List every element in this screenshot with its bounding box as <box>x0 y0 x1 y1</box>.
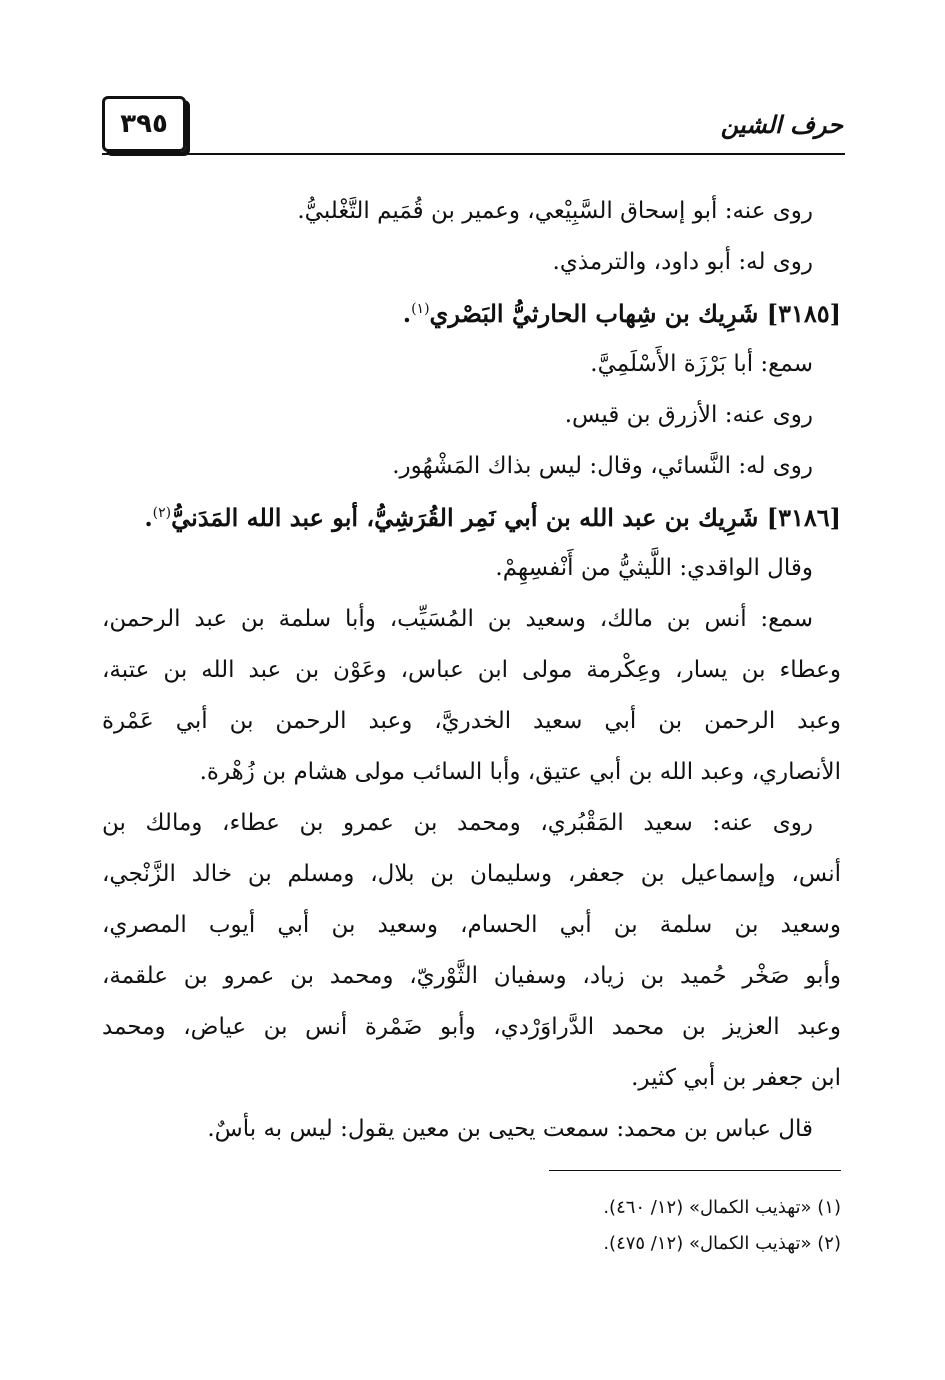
footnote-1: (١) «تهذيب الكمال» (١٢/ ٤٦٠). <box>603 1197 841 1218</box>
paragraph-line: روى عنه: سعيد المَقْبُري، ومحمد بن عمرو بن عطاء، ومالك بن <box>102 810 813 836</box>
entry-heading-3185 <box>102 288 841 339</box>
heading-period: . <box>144 503 153 532</box>
running-head: حرف الشين <box>720 110 843 139</box>
paragraph-line: روى عنه: الأزرق بن قيس. <box>564 402 813 428</box>
paragraph-line: وقال الواقدي: اللَّيثيُّ من أَنْفسِهِمْ. <box>495 555 813 581</box>
paragraph-line: وعبد الرحمن بن أبي سعيد الخدريَّ، وعبد الرحمن بن أبي عَمْرة <box>102 708 841 734</box>
paragraph-line: ابن جعفر بن أبي كثير. <box>631 1065 841 1091</box>
footnote-ref-1: (١) <box>411 301 430 317</box>
paragraph-line: الأنصاري، وعبد الله بن أبي عتيق، وأبا السائب مولى هشام بن زُهْرة. <box>199 759 841 785</box>
paragraph-line: روى له: أبو داود، والترمذي. <box>552 249 813 275</box>
paragraph-line: وعطاء بن يسار، وعِكْرمة مولى ابن عباس، وعَوْن بن عبد الله بن عتبة، <box>102 657 841 683</box>
paragraph-line: روى عنه: أبو إسحاق السَّبِيْعي، وعمير بن قُمَيم التَّغْلبيُّ. <box>297 198 813 224</box>
footnote-ref-2: (٢) <box>152 505 172 521</box>
paragraph-line: سمع: أنس بن مالك، وسعيد بن المُسَيِّب، وأبا سلمة بن عبد الرحمن، <box>102 606 813 632</box>
paragraph-line: وسعيد بن سلمة بن أبي الحسام، وسعيد بن أبي أيوب المصري، <box>102 912 841 938</box>
footnote-rule <box>549 1170 841 1171</box>
paragraph-line: وعبد العزيز بن محمد الدَّراوَرْدي، وأبو ضَمْرة أنس بن عياض، ومحمد <box>102 1014 841 1040</box>
paragraph-line: قال عباس بن محمد: سمعت يحيى بن معين يقول: ليس به بأسٌ. <box>207 1116 813 1142</box>
paragraph-line: أنس، وإسماعيل بن جعفر، وسليمان بن بلال، ومسلم بن خالد الزَّنْجي، <box>102 861 841 887</box>
page-body <box>102 186 841 1155</box>
page-number-box <box>102 96 186 152</box>
header-rule <box>102 153 845 155</box>
paragraph-line: وأبو صَخْر حُميد بن زياد، وسفيان الثَّوْريّ، ومحمد بن عمرو بن علقمة، <box>102 963 841 989</box>
footnotes <box>102 1190 841 1262</box>
footnote-2: (٢) «تهذيب الكمال» (١٢/ ٤٧٥). <box>603 1233 841 1254</box>
entry-heading-text: [٣١٨٥] شَرِيك بن شِهاب الحارثيُّ البَصْري <box>429 299 841 328</box>
paragraph-line: سمع: أبا بَرْزَة الأَسْلَمِيَّ. <box>590 351 813 377</box>
entry-heading-3186 <box>102 492 841 543</box>
page-number: ٣٩٥ <box>120 109 168 139</box>
entry-heading-text: [٣١٨٦] شَرِيك بن عبد الله بن أبي نَمِر القُرَشِيُّ، أبو عبد الله المَدَنيُّ <box>171 503 841 532</box>
paragraph-line: روى له: النَّسائي، وقال: ليس بذاك المَشْهُور. <box>392 453 813 479</box>
heading-period: . <box>402 299 412 328</box>
